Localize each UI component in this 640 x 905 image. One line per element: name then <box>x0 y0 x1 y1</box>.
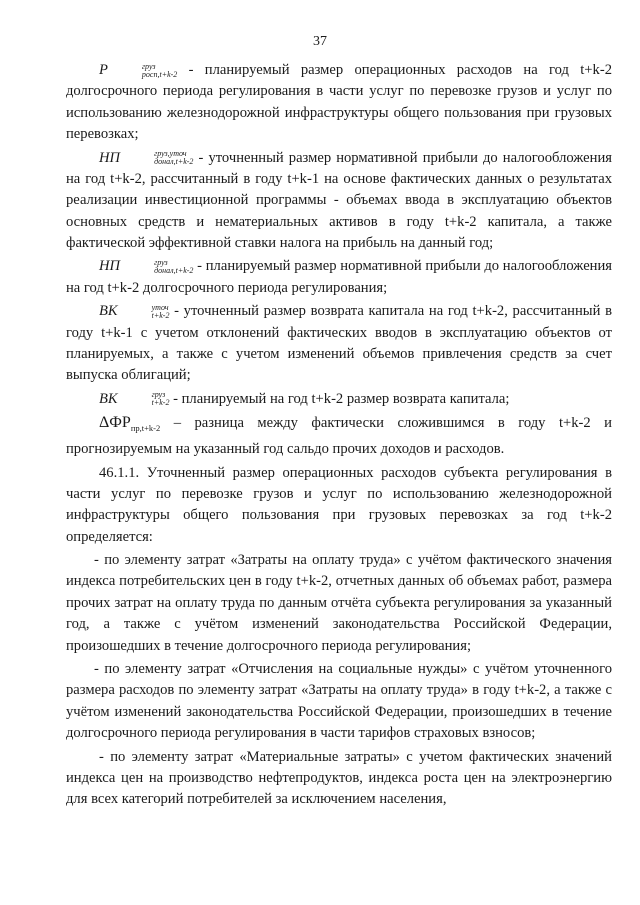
definition-paragraph <box>66 301 612 387</box>
list-item: - по элементу затрат «Отчисления на социальные нужды» с учётом уточненного размера расходов по элементу затрат «Затраты на оплату труда» в году t+k-2, а также с учётом изменений законодательства Российской Федерации, произошедших в течение долгосрочного периода регулирования в части тарифов страховых взносов; <box>66 661 612 742</box>
formula-symbol: НП груз донал,t+k-2 <box>99 258 194 276</box>
formula-symbol: НП груз,уточ донал,t+k-2 <box>99 149 194 167</box>
definition-text: – разница между фактически сложившимся в году t+k-2 и прогнозируемым на указанный год сальдо прочих доходов и расходов. <box>66 414 612 458</box>
section-paragraph: 46.1.1. Уточненный размер операционных расходов субъекта регулирования в части услуг по перевозке грузов и услуг по использованию железнодорожной инфраструктуры общего пользования при грузовых перевозках за год t+k-2 определяется: <box>66 464 612 545</box>
formula-symbol: ВК уточ t+k-2 <box>99 302 170 320</box>
definition-paragraph <box>66 256 612 299</box>
formula-symbol: $\Delta ФР_{пр,t+k-2}$ <box>99 413 161 433</box>
formula-symbol: ВК груз t+k-2 <box>99 390 170 408</box>
definition-text: - планируемый размер нормативной прибыли до налогообложения на год t+k-2 долгосрочного периода регулирования; <box>66 258 612 296</box>
definition-paragraph <box>66 389 612 410</box>
list-item: - по элементу затрат «Затраты на оплату труда» с учётом фактического значения индекса потребительских цен в году t+k-2, отчетных данных об объемах работ, размера прочих затрат на оплату труда по данным отчёта субъекта регулирования за указанный год, а также с учётом изменений законодательства Российской Федерации, произошедших в течение долгосрочного периода регулирования; <box>66 552 612 654</box>
list-item: - по элементу затрат «Материальные затраты» с учетом фактических значений индекса цен на производство нефтепродуктов, индекса роста цен на электроэнергию для всех категорий потребителей за исключением населения, <box>66 748 612 808</box>
definition-paragraph <box>66 412 612 461</box>
definition-paragraph <box>66 148 612 255</box>
definition-text: - уточненный размер нормативной прибыли до налогообложения на год t+k-2, рассчитанный в году t+k-1 на основе фактических данных о результатах реализации инвестиционной программы - объемах ввода в эксплуатацию объектов основных средств и нематериальных активов в году t+k-2 капитала, а также фактической эффективной ставки налога на прибыль на данный год; <box>66 149 612 252</box>
page-number: 37 <box>313 34 327 49</box>
definition-text: - планируемый размер операционных расходов на год t+k-2 долгосрочного периода регулирования в части услуг по перевозке грузов и услуг по использованию железнодорожной инфраструктуры общего пользования при грузовых перевозках; <box>66 62 612 143</box>
definition-paragraph <box>66 60 612 146</box>
definition-text: - планируемый на год t+k-2 размер возврата капитала; <box>169 390 510 407</box>
document-body <box>66 60 612 813</box>
definition-text: - уточненный размер возврата капитала на год t+k-2, рассчитанный в году t+k-1 с учетом отклонений фактических вводов в эксплуатацию объектов от планируемых, а также с учетом изменений объемов привлечения средств за счет выпуска облигаций; <box>66 303 612 384</box>
formula-symbol: P груз росп,t+k-2 <box>99 61 178 79</box>
